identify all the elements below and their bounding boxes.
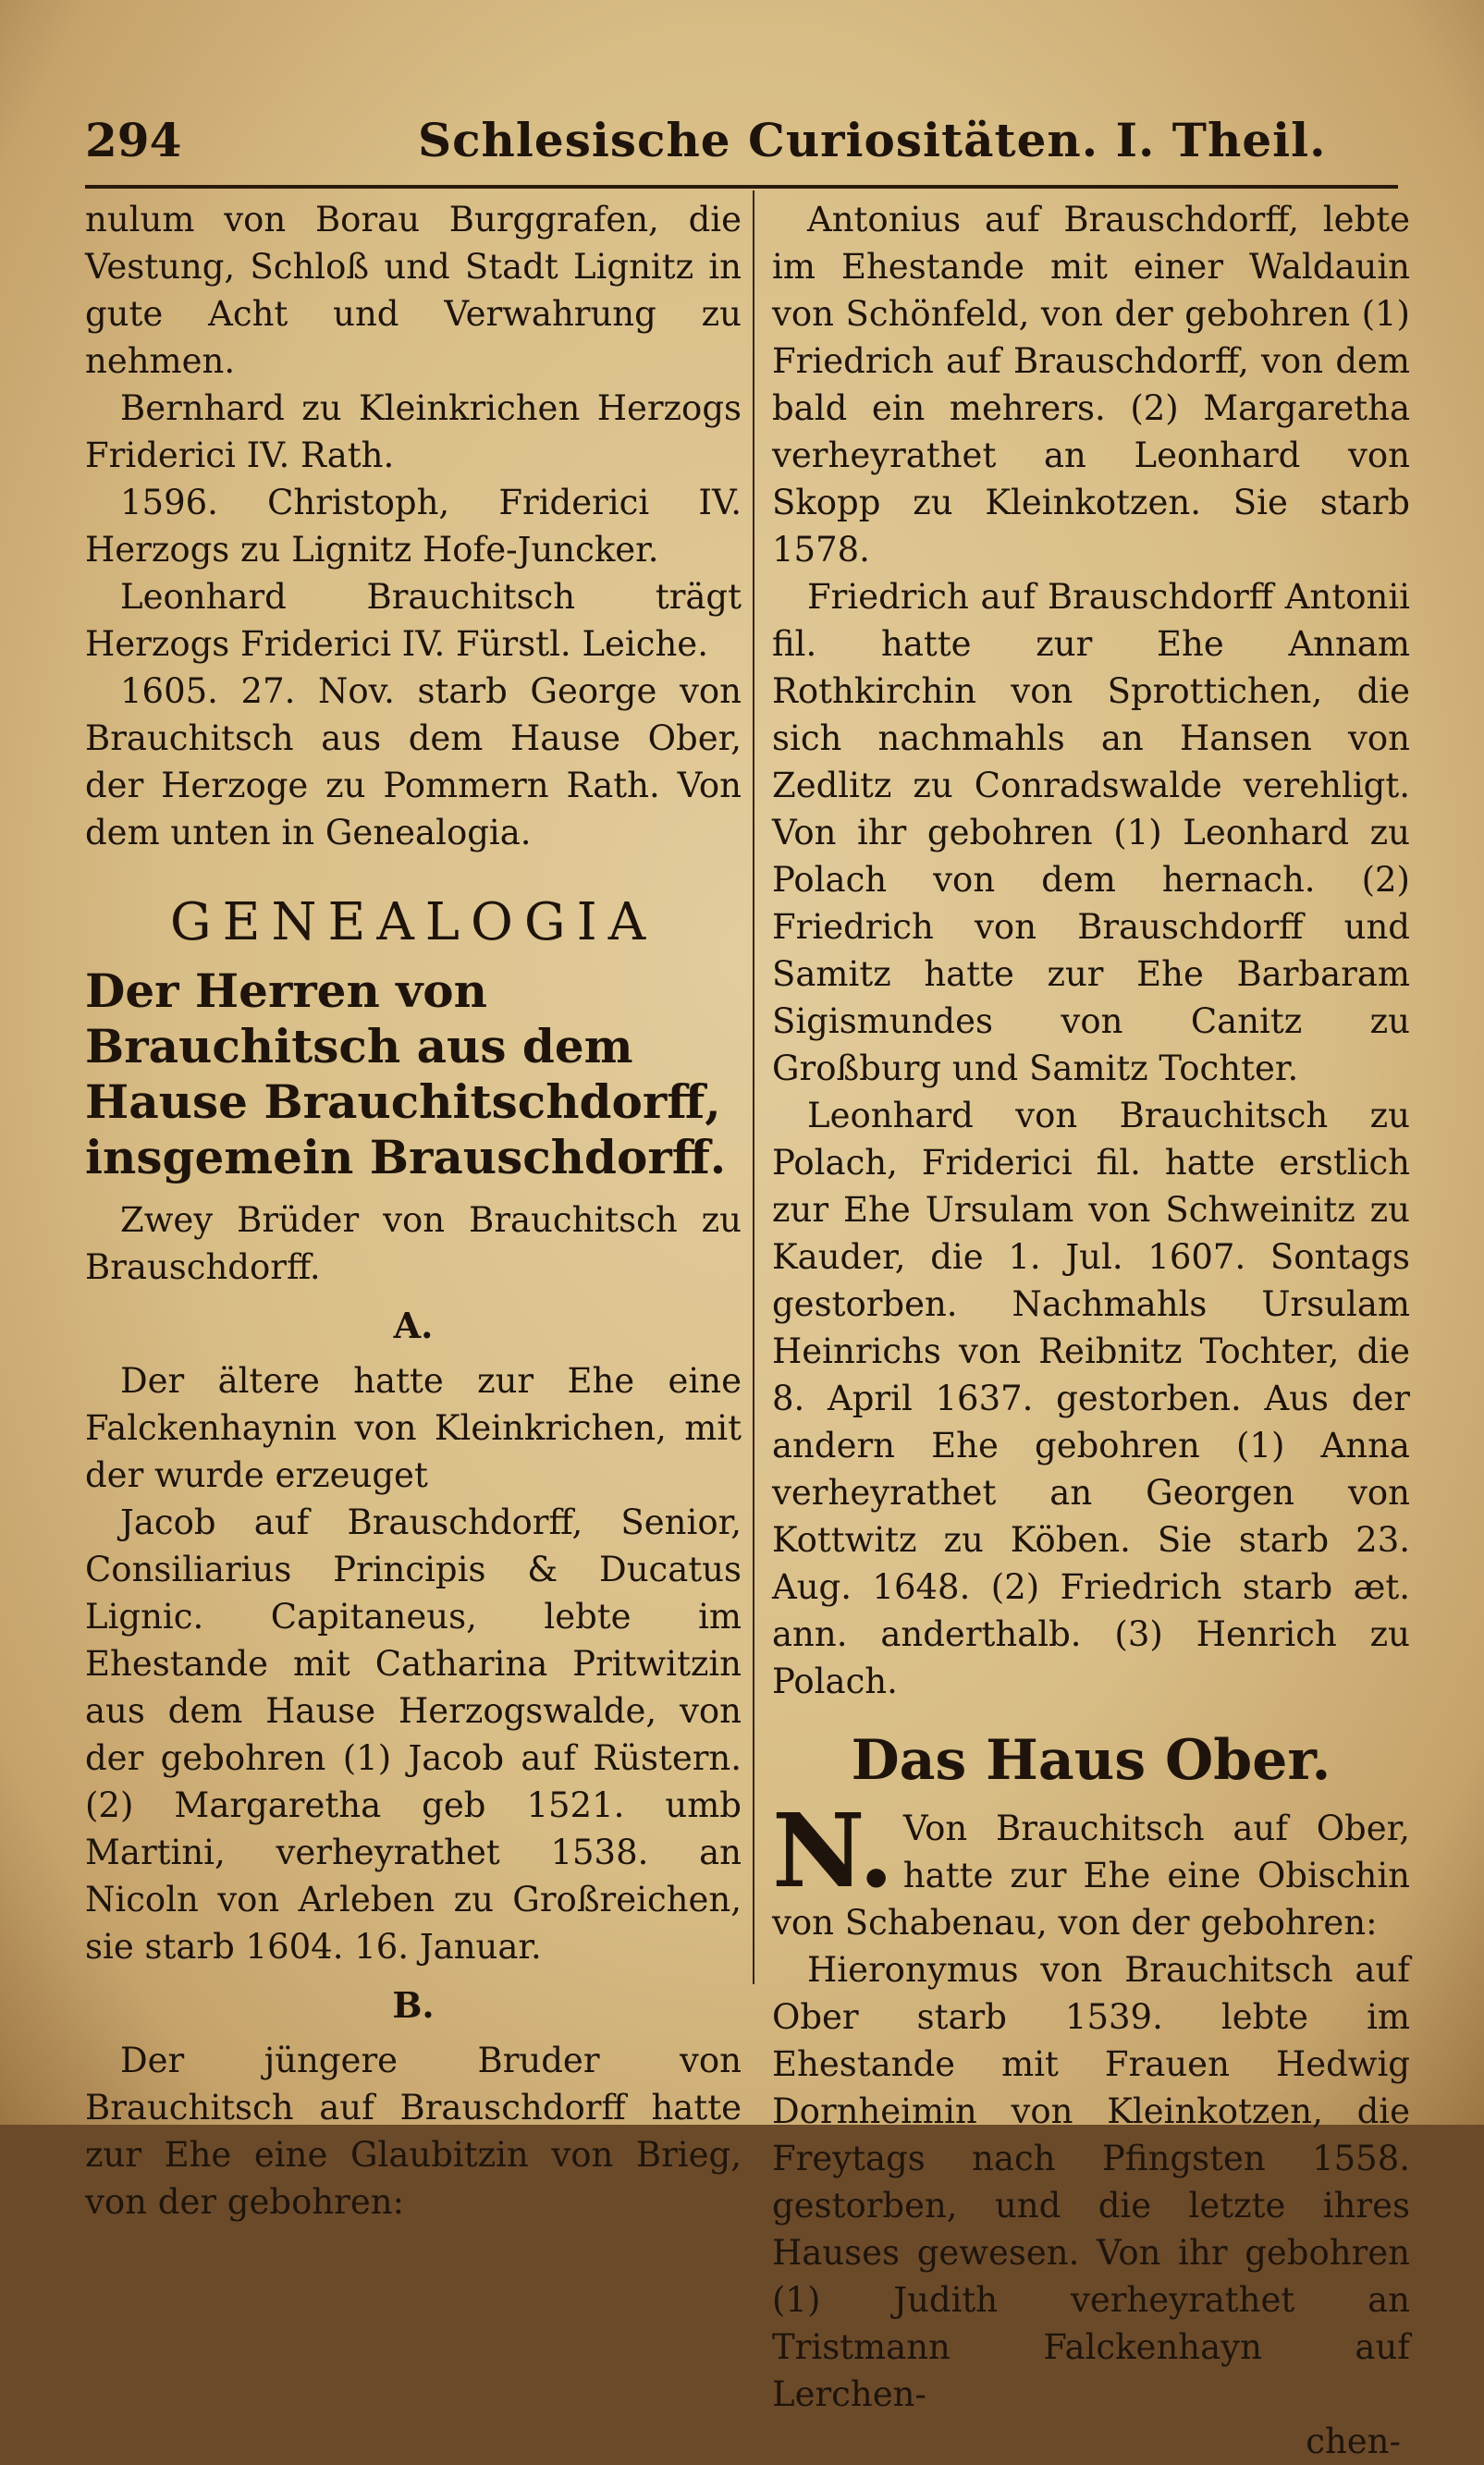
section-heading-a: A.: [393, 1305, 434, 1346]
paragraph: Antonius auf Brauschdorff, lebte im Ehestande mit einer Waldauin von Schönfeld, von der gebohren (1) Friedrich auf Brauschdorff, von dem bald ein mehrers. (2) Margaretha verheyrathet an Leonhard von Skopp zu Kleinkotzen. Sie starb 1578.: [772, 200, 1410, 570]
paragraph: Der ältere hatte zur Ehe eine Falckenhaynin von Kleinkrichen, mit der wurde erzeuget: [85, 1361, 742, 1495]
paragraph: Der jüngere Bruder von Brauchitsch auf Brauschdorff hatte zur Ehe eine Glaubitzin von Brieg, von der gebohren:: [85, 2041, 742, 2222]
haus-ober-title: Das Haus Ober.: [851, 1728, 1331, 1793]
paragraph: nulum von Borau Burggrafen, die Vestung, Schloß und Stadt Lignitz in gute Acht und Verwahrung zu nehmen.: [85, 200, 742, 381]
genealogia-title: GENEALOGIA: [169, 892, 657, 952]
section-heading-b: B.: [392, 1984, 435, 2026]
paragraph: Hieronymus von Brauchitsch auf Ober starb 1539. lebte im Ehestande mit Frauen Hedwig Dornheimin von Kleinkotzen, die Freytags nach Pfingsten 1558. gestorben, und die letzte ihres Hauses gewesen. Von ihr gebohren (1) Judith verheyrathet an Tristmann Falckenhayn auf Lerchen-: [772, 1950, 1410, 2414]
paragraph: Zwey Brüder von Brauchitsch zu Brauschdorff.: [85, 1200, 742, 1287]
catchword: chen-: [1306, 2422, 1401, 2461]
page-header: [85, 113, 1398, 185]
right-column: [772, 196, 1410, 2465]
paragraph: Friedrich auf Brauschdorff Antonii fil. hatte zur Ehe Annam Rothkirchin von Sprottichen, die sich nachmahls an Hansen von Zedlitz zu Conradswalde verehligt. Von ihr gebohren (1) Leonhard zu Polach von dem hernach. (2) Friedrich von Brauschdorff und Samitz hatte zur Ehe Barbaram Sigismundes von Canitz zu Großburg und Samitz Tochter.: [772, 577, 1410, 1088]
paragraph: Leonhard Brauchitsch trägt Herzogs Friderici IV. Fürstl. Leiche.: [85, 577, 742, 664]
genealogia-subtitle: Der Herren von Brauchitsch aus dem Hause Brauchitschdorff, insgemein Brauschdorff.: [85, 963, 727, 1184]
paragraph: 1605. 27. Nov. starb George von Brauchitsch aus dem Hause Ober, der Herzoge zu Pommern Rath. Von dem unten in Genealogia.: [85, 671, 742, 852]
page-number: 294: [85, 113, 182, 167]
paragraph: Jacob auf Brauschdorff, Senior, Consiliarius Principis & Ducatus Lignic. Capitaneus, lebte im Ehestande mit Catharina Pritwitzin aus dem Hause Herzogswalde, von der gebohren (1) Jacob auf Rüstern. (2) Margaretha geb 1521. umb Martini, verheyrathet 1538. an Nicoln von Arleben zu Großreichen, sie starb 1604. 16. Januar.: [85, 1502, 742, 1967]
header-rule: [85, 185, 1398, 189]
column-divider: [753, 190, 754, 1984]
dropcap-paragraph: [772, 1791, 1410, 1946]
left-column: [85, 196, 742, 2226]
running-head: Schlesische Curiositäten. I. Theil.: [418, 113, 1327, 167]
dropcap-text: Von Brauchitsch auf Ober, hatte zur Ehe eine Obischin von Schabenau, von der gebohren:: [772, 1809, 1410, 1943]
paragraph: Bernhard zu Kleinkrichen Herzogs Friderici IV. Rath.: [85, 388, 742, 475]
drop-cap: N.: [772, 1791, 894, 1910]
paragraph: 1596. Christoph, Friderici IV. Herzogs zu Lignitz Hofe-Juncker.: [85, 483, 742, 570]
paragraph: Leonhard von Brauchitsch zu Polach, Friderici fil. hatte erstlich zur Ehe Ursulam von Schweinitz zu Kauder, die 1. Jul. 1607. Sontags gestorben. Nachmahls Ursulam Heinrichs von Reibnitz Tochter, die 8. April 1637. gestorben. Aus der andern Ehe gebohren (1) Anna verheyrathet an Georgen von Kottwitz zu Köben. Sie starb 23. Aug. 1648. (2) Friedrich starb æt. ann. anderthalb. (3) Henrich zu Polach.: [772, 1096, 1410, 1701]
